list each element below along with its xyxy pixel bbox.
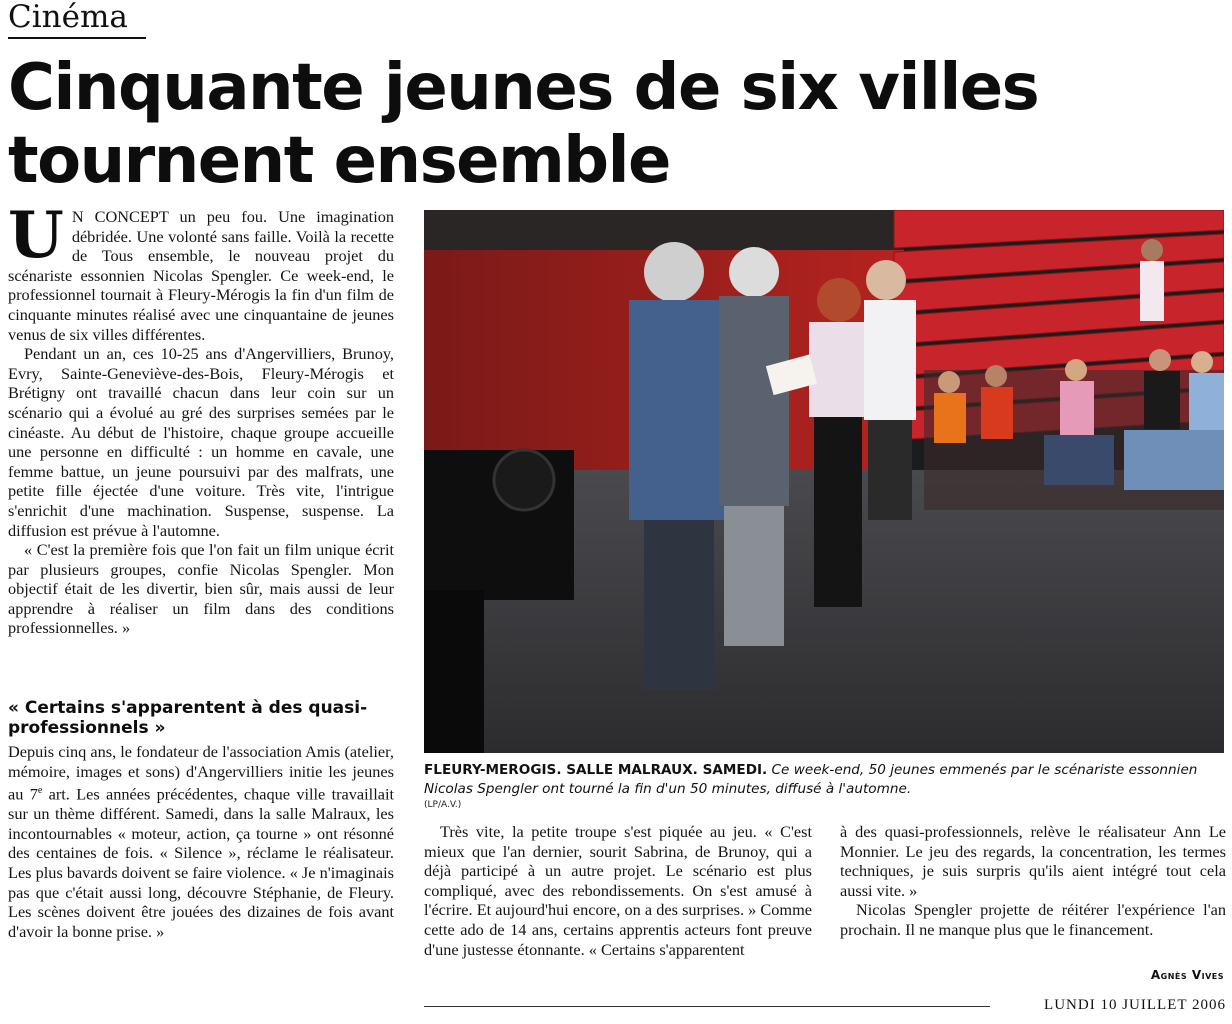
article-column-2 [424, 822, 812, 959]
caption-text: Ce week-end, 50 jeunes emmenés par le scénariste essonnien Nicolas Spengler ont tourné la fin d'un 50 minutes, diffusé à l'automne. [424, 762, 1198, 797]
paragraph-3: « C'est la première fois que l'on fait un film unique écrit par plusieurs groupes, confie Nicolas Spengler. Mon objectif était de les divertir, bien sûr, mais aussi de leur apprendre à réaliser un film dans des conditions professionnelles. » [8, 540, 394, 638]
photo-scene-illustration [424, 210, 1224, 753]
paragraph-4: Depuis cinq ans, le fondateur de l'association Amis (atelier, mémoire, images et sons) d'Angervilliers initie les jeunes au 7e art. Les années précédentes, chaque ville travaillait sur un thème différent. Samedi, dans la salle Malraux, les incontournables « moteur, action, ça tourne » ont résonné des centaines de fois. « Silence », réclame le réalisateur. Les plus bavards doivent se faire violence. « Je n'imaginais pas que c'était aussi long, découvre Stéphanie, de Fleury. Les scènes doivent être jouées des dizaines de fois avant d'avoir la bonne prise. » [8, 742, 394, 941]
article-headline [8, 52, 1223, 198]
article-column-3 [840, 822, 1226, 940]
paragraph-1: N CONCEPT un peu fou. Une imagination débridée. Une volonté sans faille. Voilà la recette de Tous ensemble, le nouveau projet du scénariste essonnien Nicolas Spengler. Ce week-end, le professionnel tournait à Fleury-Mérogis la fin d'un film de cinquante minutes réalisé avec une cinquantaine de jeunes venus de six villes différentes. [8, 207, 394, 344]
caption-lead: FLEURY-MEROGIS. SALLE MALRAUX. SAMEDI. [424, 762, 768, 778]
section-rubric: Cinéma [8, 0, 128, 35]
photo-caption [424, 761, 1224, 799]
headline-line-2: tournent ensemble [8, 124, 670, 198]
article-photo [424, 210, 1224, 753]
footer-date: LUNDI 10 JUILLET 2006 [1044, 997, 1226, 1013]
article-subhead: « Certains s'apparentent à des quasi-professionnels » [8, 698, 368, 738]
footer-rule [424, 1006, 990, 1007]
article-column-1-bottom [8, 742, 394, 941]
paragraph-5: Très vite, la petite troupe s'est piquée au jeu. « C'est mieux que l'an dernier, sourit Sabrina, de Brunoy, qui a déjà participé à un autre projet. Le scénario est plus compliqué, avec des rebondissements. On s'est amusé à l'écrire. Et aujourd'hui encore, on a des surprises. » Comme cette ado de 14 ans, certains apprentis acteurs font preuve d'une justesse étonnante. « Certains s'apparentent [424, 822, 812, 959]
paragraph-2: Pendant un an, ces 10-25 ans d'Angervilliers, Brunoy, Evry, Sainte-Geneviève-des-Bois, Fleury-Mérogis et Brétigny ont travaillé chacun dans leur coin sur un scénario qui a évolué au gré des surprises semées par le cinéaste. Au début de l'histoire, chaque groupe accueille une personne en difficulté : un homme en cavale, une femme battue, un jeune poursuivi par des malfrats, une petite fille éjectée d'une voiture. Très vite, l'intrigue s'enrichit d'une machination. Suspense, suspense. La diffusion est prévue à l'automne. [8, 344, 394, 540]
author-byline: Agnès Vives [1150, 968, 1224, 982]
photo-credit: (LP/A.V.) [424, 800, 462, 810]
paragraph-7: Nicolas Spengler projette de réitérer l'expérience l'an prochain. Il ne manque plus que le financement. [840, 900, 1226, 939]
rubric-underline [8, 37, 146, 39]
drop-cap: U [8, 198, 64, 273]
paragraph-6: à des quasi-professionnels, relève le réalisateur Ann Le Monnier. Le jeu des regards, la concentration, les termes techniques, je suis surpris qu'ils aient intégré tout cela aussi vite. » [840, 822, 1226, 900]
headline-line-1: Cinquante jeunes de six villes [8, 51, 1039, 125]
article-column-1 [8, 198, 394, 638]
